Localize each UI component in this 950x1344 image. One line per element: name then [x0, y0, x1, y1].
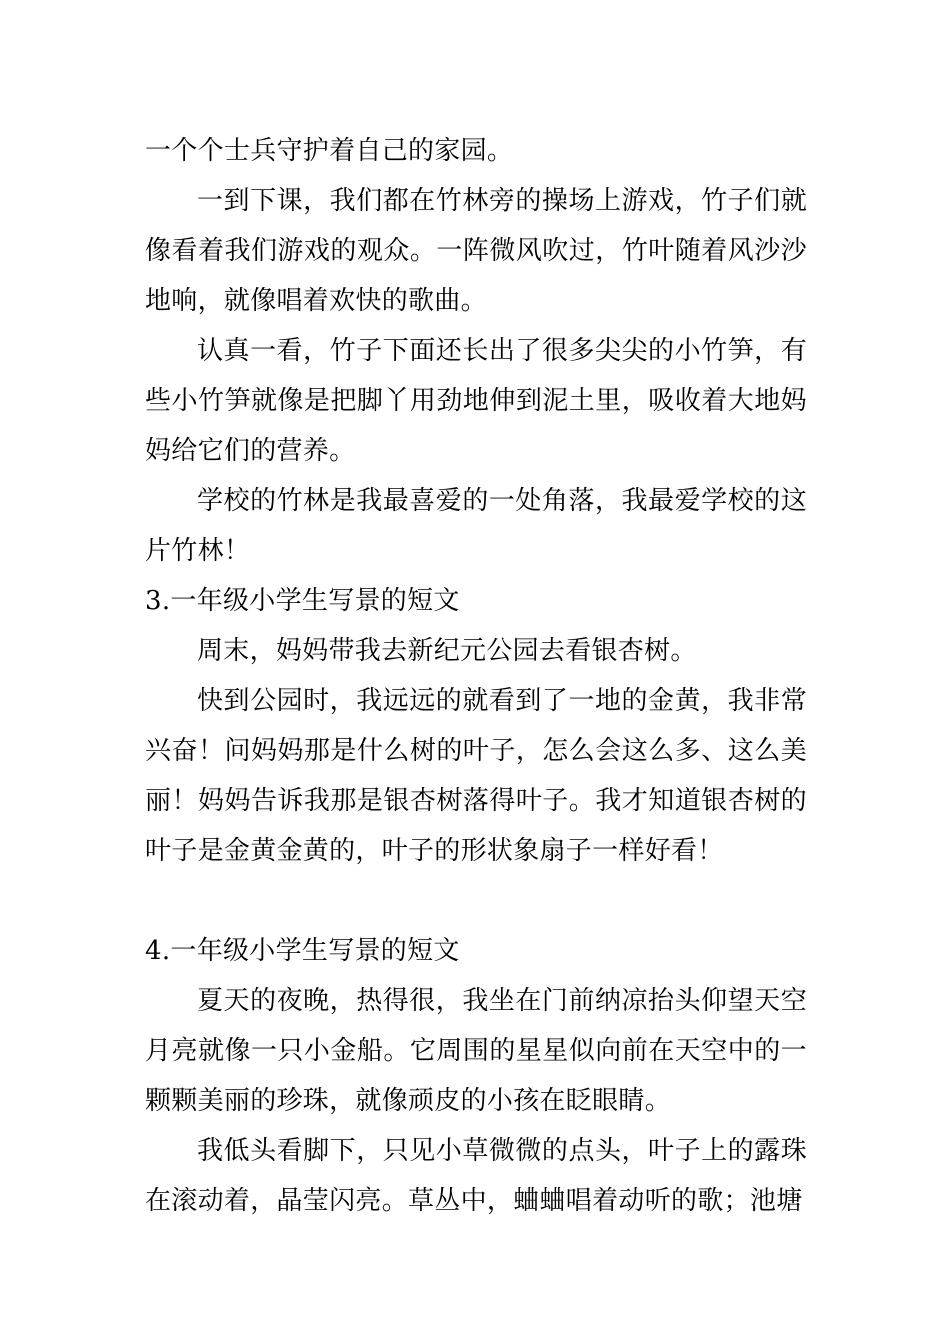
section-heading-4: 4.一年级小学生写景的短文 [145, 936, 460, 966]
section-heading-3: 3.一年级小学生写景的短文 [145, 586, 460, 616]
paragraph-ginkgo: 快到公园时，我远远的就看到了一地的金黄，我非常兴奋！问妈妈那是什么树的叶子，怎么会这么多、这么美丽！妈妈告诉我那是银杏树落得叶子。我才知道银杏树的叶子是金黄金黄的，叶子的形状象扇子一样好看！ [145, 686, 807, 866]
paragraph-summer-night: 夏天的夜晚，热得很，我坐在门前纳凉抬头仰望天空月亮就像一只小金船。它周围的星星似向前在天空中的一颗颗美丽的珍珠，就像顽皮的小孩在眨眼睛。 [145, 986, 807, 1116]
paragraph-favorite-corner: 学校的竹林是我最喜爱的一处角落，我最爱学校的这片竹林！ [145, 486, 807, 566]
paragraph-bamboo-shoots: 认真一看，竹子下面还长出了很多尖尖的小竹笋，有些小竹笋就像是把脚丫用劲地伸到泥土里，吸收着大地妈妈给它们的营养。 [145, 336, 807, 466]
document-body [145, 126, 807, 1226]
blank-line [145, 876, 807, 926]
paragraph-continued: 一个个士兵守护着自己的家园。 [145, 136, 514, 166]
paragraph-weekend: 周末，妈妈带我去新纪元公园去看银杏树。 [197, 636, 697, 666]
paragraph-playground: 一到下课，我们都在竹林旁的操场上游戏，竹子们就像看着我们游戏的观众。一阵微风吹过，竹叶随着风沙沙地响，就像唱着欢快的歌曲。 [145, 186, 807, 316]
paragraph-grass: 我低头看脚下，只见小草微微的点头，叶子上的露珠在滚动着，晶莹闪亮。草丛中，蛐蛐唱着动听的歌；池塘 [145, 1136, 807, 1216]
